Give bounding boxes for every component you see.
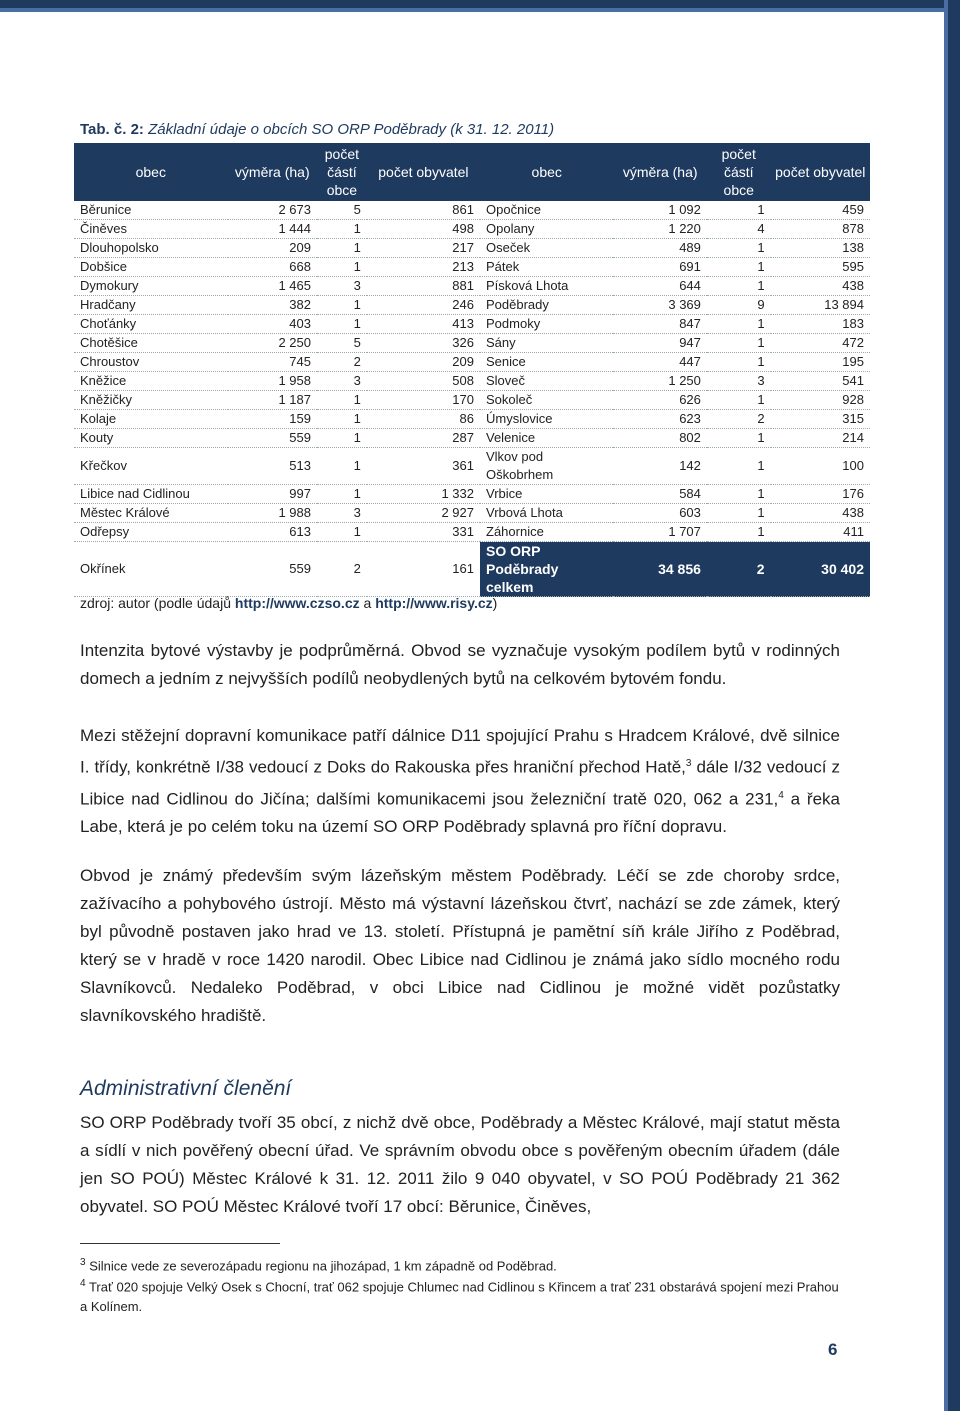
cell-value: 498	[367, 220, 480, 239]
col-header-casti: počet částí obce	[317, 143, 367, 201]
cell-value: 4	[707, 220, 771, 239]
cell-obec: Choťánky	[74, 315, 228, 334]
cell-value: 1 988	[228, 504, 317, 523]
table-row	[74, 220, 870, 239]
cell-obec: Sloveč	[480, 372, 613, 391]
cell-value: 1	[707, 429, 771, 448]
cell-value: 195	[771, 353, 870, 372]
footnote-3-text: Silnice vede ze severozápadu regionu na jihozápad, 1 km západně od Poděbrad.	[89, 1258, 557, 1274]
page-border-top	[0, 0, 960, 8]
cell-value: 508	[367, 372, 480, 391]
cell-obec: Kolaje	[74, 410, 228, 429]
cell-value: 403	[228, 315, 317, 334]
cell-value: 447	[613, 353, 706, 372]
table-row	[74, 523, 870, 542]
table-row	[74, 334, 870, 353]
paragraph-housing: Intenzita bytové výstavby je podprůměrná. Obvod se vyznačuje vysokým podílem bytů v rodinných domech a jedním z nejvyšších podílů neobydlených bytů na celkovém bytovém fondu.	[80, 641, 840, 688]
table-row	[74, 315, 870, 334]
cell-obec: Hradčany	[74, 296, 228, 315]
cell-value: 1	[707, 523, 771, 542]
cell-obec: Kněžičky	[74, 391, 228, 410]
footnote-separator	[80, 1243, 280, 1244]
cell-value: 603	[613, 504, 706, 523]
cell-value: 997	[228, 485, 317, 504]
cell-value: 438	[771, 504, 870, 523]
footnote-ref-3: 3	[685, 758, 692, 769]
cell-value: 1	[317, 258, 367, 277]
cell-value: 861	[367, 201, 480, 220]
cell-value: 559	[228, 542, 317, 597]
cell-value: 209	[367, 353, 480, 372]
cell-obec: Chotěšice	[74, 334, 228, 353]
cell-value: 2	[317, 353, 367, 372]
source-prefix: zdroj: autor (podle údajů	[80, 595, 231, 611]
table-row	[74, 391, 870, 410]
cell-value: 1	[317, 429, 367, 448]
cell-value: 361	[367, 448, 480, 485]
cell-value: 1	[317, 315, 367, 334]
cell-value: 745	[228, 353, 317, 372]
cell-value: 1 958	[228, 372, 317, 391]
cell-value: 86	[367, 410, 480, 429]
cell-value: 176	[771, 485, 870, 504]
cell-value: 1	[317, 410, 367, 429]
cell-obec: Dobšice	[74, 258, 228, 277]
cell-value: 1 465	[228, 277, 317, 296]
page-border-right-accent	[944, 0, 948, 1411]
cell-value: 668	[228, 258, 317, 277]
cell-value: 2	[707, 410, 771, 429]
cell-value: 3	[317, 277, 367, 296]
cell-obec: Městec Králové	[74, 504, 228, 523]
cell-value: 928	[771, 391, 870, 410]
table-header-row	[74, 143, 870, 201]
table-total-row	[74, 542, 870, 597]
cell-value: 513	[228, 448, 317, 485]
cell-obec: Opolany	[480, 220, 613, 239]
cell-obec: Běrunice	[74, 201, 228, 220]
footnote-4	[80, 1274, 840, 1317]
col-header-obec: obec	[74, 143, 228, 201]
cell-value: 947	[613, 334, 706, 353]
table-source	[80, 595, 497, 611]
transport-text-a: Mezi stěžejní dopravní komunikace patří dálnice D11 spojující Prahu s Hradcem Králové, dvě silnice I. třídy, konkrétně I/38 vedoucí z Doks do Rakouska přes hraniční přechod Hatě,	[80, 726, 840, 777]
cell-value: 1	[707, 334, 771, 353]
footnote-4-text: Trať 020 spojuje Velký Osek s Chocní, trať 062 spojuje Chlumec nad Cidlinou s Křincem a trať 231 obstarává spojení mezi Prahou a Kolínem.	[80, 1279, 839, 1315]
cell-value: 1	[317, 220, 367, 239]
cell-value: 382	[228, 296, 317, 315]
cell-obec: Pátek	[480, 258, 613, 277]
cell-value: 2 673	[228, 201, 317, 220]
table-row	[74, 448, 870, 485]
source-link-czso[interactable]: http://www.czso.cz	[234, 595, 360, 611]
table-row	[74, 429, 870, 448]
cell-obec: Vlkov pod Oškobrhem	[480, 448, 613, 485]
cell-value: 1 707	[613, 523, 706, 542]
cell-obec: Činěves	[74, 220, 228, 239]
source-mid: a	[363, 595, 372, 611]
footnote-ref-4: 4	[778, 789, 784, 801]
cell-value: 1	[317, 296, 367, 315]
cell-value: 326	[367, 334, 480, 353]
cell-value: 691	[613, 258, 706, 277]
source-suffix: )	[492, 595, 498, 611]
cell-value: 1 332	[367, 485, 480, 504]
cell-value: 1 092	[613, 201, 706, 220]
table-body	[74, 201, 870, 597]
section-heading: Administrativní členění	[80, 1077, 292, 1100]
footnote-3-marker: 3	[80, 1257, 86, 1268]
cell-value: 217	[367, 239, 480, 258]
cell-value: 183	[771, 315, 870, 334]
col-header-vymera-2: výměra (ha)	[613, 143, 706, 201]
caption-prefix: Tab. č. 2:	[80, 121, 144, 138]
cell-value: 138	[771, 239, 870, 258]
col-header-vymera: výměra (ha)	[228, 143, 317, 201]
cell-value: 5	[317, 334, 367, 353]
paragraph-administration: SO ORP Poděbrady tvoří 35 obcí, z nichž dvě obce, Poděbrady a Městec Králové, mají statut města a sídlí v nich pověřený obecní úřad. Ve správním obvodu obce s pověřeným obecním úřadem (dále jen SO POÚ) Městec Králové k 31. 12. 2011 žilo 9 040 obyvatel, v SO POÚ Poděbrady 21 362 obyvatel. SO POÚ Městec Králové tvoří 17 obcí: Běrunice, Činěves,	[80, 1113, 840, 1216]
cell-value: 3 369	[613, 296, 706, 315]
cell-value: 142	[613, 448, 706, 485]
cell-value: 2 250	[228, 334, 317, 353]
cell-total-label: SO ORP Poděbrady celkem	[480, 542, 613, 597]
cell-value: 1	[707, 391, 771, 410]
col-header-obyvatel: počet obyvatel	[367, 143, 480, 201]
table-row	[74, 372, 870, 391]
cell-obec: Křečkov	[74, 448, 228, 485]
table-row	[74, 277, 870, 296]
cell-value: 170	[367, 391, 480, 410]
cell-value: 100	[771, 448, 870, 485]
paragraph-spa-town: Obvod je známý především svým lázeňským městem Poděbrady. Léčí se zde choroby srdce, zažívacího a pohybového ústrojí. Město má výstavní lázeňskou čtvrť, nachází se zde zámek, který byl původně postaven jako hrad ve 13. století. Přístupná je pamětní síň krále Jiřího z Poděbrad, který se v hradě v roce 1420 narodil. Obec Libice nad Cidlinou je známá jako sídlo mocného rodu Slavníkovců. Nedaleko Poděbrad, v obci Libice nad Cidlinou je možné vidět pozůstatky slavníkovského hradiště.	[80, 866, 840, 1025]
source-link-risy[interactable]: http://www.risy.cz	[375, 595, 493, 611]
cell-value: 5	[317, 201, 367, 220]
cell-value: 1	[707, 315, 771, 334]
table-row	[74, 201, 870, 220]
transport-text-b: dále I/32 vedoucí z Libice nad Cidlinou do Jičína; dalšími komunikacemi jsou železniční tratě 020, 062 a 231,	[80, 757, 840, 809]
footnote-4-marker: 4	[80, 1278, 86, 1289]
table-row	[74, 410, 870, 429]
cell-value: 541	[771, 372, 870, 391]
cell-obec: Oseček	[480, 239, 613, 258]
cell-value: 459	[771, 201, 870, 220]
cell-value: 1	[707, 258, 771, 277]
cell-value: 1	[707, 277, 771, 296]
cell-value: 161	[367, 542, 480, 597]
cell-obec: Úmyslovice	[480, 410, 613, 429]
transport-text-c: a řeka Labe, která je po celém toku na území SO ORP Poděbrady splavná pro říční dopravu.	[80, 789, 840, 837]
cell-value: 1 220	[613, 220, 706, 239]
cell-value: 1	[707, 239, 771, 258]
cell-value: 644	[613, 277, 706, 296]
cell-value: 559	[228, 429, 317, 448]
cell-value: 34 856	[613, 542, 706, 597]
cell-obec: Sokoleč	[480, 391, 613, 410]
cell-value: 1	[707, 448, 771, 485]
cell-value: 2	[707, 542, 771, 597]
caption-text: Základní údaje o obcích SO ORP Poděbrady (k 31. 12. 2011)	[148, 121, 555, 138]
cell-value: 472	[771, 334, 870, 353]
footnote-3	[80, 1253, 840, 1276]
cell-value: 159	[228, 410, 317, 429]
cell-obec: Chroustov	[74, 353, 228, 372]
cell-value: 1	[317, 239, 367, 258]
table-caption	[80, 121, 554, 138]
paragraph-transport	[80, 722, 840, 841]
cell-obec: Kněžice	[74, 372, 228, 391]
cell-value: 1	[707, 504, 771, 523]
cell-value: 1	[317, 391, 367, 410]
cell-obec: Senice	[480, 353, 613, 372]
cell-value: 331	[367, 523, 480, 542]
cell-obec: Dymokury	[74, 277, 228, 296]
cell-obec: Záhornice	[480, 523, 613, 542]
cell-obec: Vrbová Lhota	[480, 504, 613, 523]
cell-value: 315	[771, 410, 870, 429]
cell-value: 1	[317, 485, 367, 504]
cell-value: 595	[771, 258, 870, 277]
cell-value: 13 894	[771, 296, 870, 315]
cell-value: 1	[317, 448, 367, 485]
cell-obec: Podmoky	[480, 315, 613, 334]
cell-value: 623	[613, 410, 706, 429]
cell-obec: Sány	[480, 334, 613, 353]
cell-value: 1 250	[613, 372, 706, 391]
cell-obec: Libice nad Cidlinou	[74, 485, 228, 504]
cell-value: 878	[771, 220, 870, 239]
cell-value: 1 187	[228, 391, 317, 410]
cell-obec: Poděbrady	[480, 296, 613, 315]
cell-value: 802	[613, 429, 706, 448]
cell-obec: Vrbice	[480, 485, 613, 504]
cell-obec: Dlouhopolsko	[74, 239, 228, 258]
cell-value: 489	[613, 239, 706, 258]
cell-value: 213	[367, 258, 480, 277]
cell-value: 1	[707, 485, 771, 504]
cell-obec: Písková Lhota	[480, 277, 613, 296]
cell-value: 847	[613, 315, 706, 334]
table-row	[74, 504, 870, 523]
cell-value: 584	[613, 485, 706, 504]
cell-value: 613	[228, 523, 317, 542]
cell-value: 1	[317, 523, 367, 542]
cell-value: 3	[317, 372, 367, 391]
cell-value: 246	[367, 296, 480, 315]
page-number: 6	[828, 1340, 838, 1359]
cell-value: 438	[771, 277, 870, 296]
cell-value: 3	[317, 504, 367, 523]
col-header-obec-2: obec	[480, 143, 613, 201]
cell-value: 3	[707, 372, 771, 391]
cell-obec: Okřínek	[74, 542, 228, 597]
cell-value: 9	[707, 296, 771, 315]
cell-value: 30 402	[771, 542, 870, 597]
cell-value: 1	[707, 353, 771, 372]
col-header-casti-2: počet částí obce	[707, 143, 771, 201]
cell-value: 413	[367, 315, 480, 334]
page-border-right	[948, 0, 960, 1411]
cell-value: 881	[367, 277, 480, 296]
cell-obec: Odřepsy	[74, 523, 228, 542]
table-row	[74, 296, 870, 315]
cell-value: 209	[228, 239, 317, 258]
cell-value: 2 927	[367, 504, 480, 523]
col-header-obyvatel-2: počet obyvatel	[771, 143, 870, 201]
cell-value: 287	[367, 429, 480, 448]
table-row	[74, 239, 870, 258]
table-row	[74, 258, 870, 277]
table-row	[74, 485, 870, 504]
cell-value: 2	[317, 542, 367, 597]
municipalities-table	[74, 143, 870, 597]
cell-value: 1	[707, 201, 771, 220]
table-row	[74, 353, 870, 372]
page-border-top-accent	[0, 8, 960, 12]
cell-value: 1 444	[228, 220, 317, 239]
cell-value: 626	[613, 391, 706, 410]
cell-value: 411	[771, 523, 870, 542]
cell-value: 214	[771, 429, 870, 448]
cell-obec: Opočnice	[480, 201, 613, 220]
cell-obec: Velenice	[480, 429, 613, 448]
cell-obec: Kouty	[74, 429, 228, 448]
